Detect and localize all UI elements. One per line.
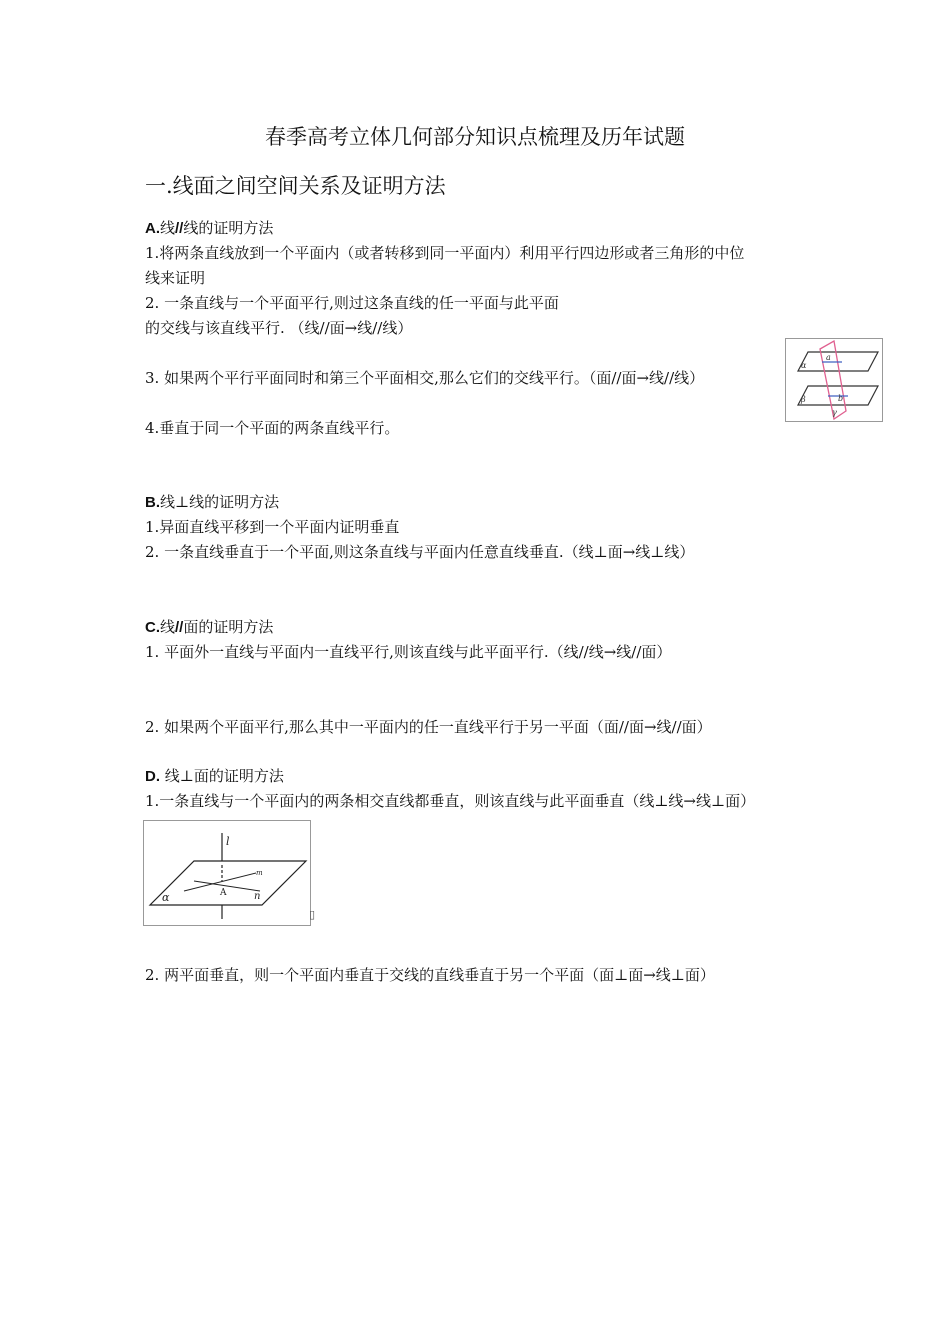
section-a-word: 线	[160, 219, 176, 237]
line-l-label: l	[226, 835, 230, 848]
image-anchor-mark: ▯	[309, 908, 316, 921]
section-a-item-3: 3. 如果两个平行平面同时和第三个平面相交,那么它们的交线平行。（面//面→线//线）	[145, 369, 705, 387]
section-c-title: 面的证明方法	[183, 618, 274, 636]
gamma-label: γ	[832, 408, 837, 417]
section-c-word: 线	[160, 618, 176, 636]
section-c-item-1: 1. 平面外一直线与平面内一直线平行,则该直线与此平面平行.（线//线→线//面）	[145, 643, 672, 661]
line-b-label: b	[838, 394, 844, 403]
section-a-item-1-cont: 线来证明	[145, 269, 206, 287]
section-b-item-1: 1.异面直线平移到一个平面内证明垂直	[145, 518, 400, 536]
parallel-symbol: //	[175, 220, 184, 237]
section-b-title: 线⊥线的证明方法	[160, 493, 280, 511]
section-b-item-2: 2. 一条直线垂直于一个平面,则这条直线与平面内任意直线垂直.（线⊥面→线⊥线）	[145, 543, 695, 561]
alpha-label: α	[801, 361, 807, 370]
section-c-letter: C.	[145, 619, 160, 636]
section-a-item-4: 4.垂直于同一个平面的两条直线平行。	[145, 419, 400, 437]
line-n-label: n	[254, 891, 261, 902]
section-a-title: 线的证明方法	[183, 219, 274, 237]
line-a-label: a	[826, 353, 831, 362]
section-c-item-2: 2. 如果两个平面平行,那么其中一平面内的任一直线平行于另一平面（面//面→线//面）	[145, 718, 712, 736]
perpendicular-line-diagram	[144, 821, 310, 925]
section-d-item-1: 1.一条直线与一个平面内的两条相交直线都垂直，则该直线与此平面垂直（线⊥线→线⊥面）	[145, 792, 756, 810]
parallel-symbol: //	[175, 619, 184, 636]
beta-label: β	[801, 395, 806, 404]
section-b-heading	[145, 492, 279, 513]
section-c-heading	[145, 617, 273, 638]
alpha-label: α	[162, 891, 170, 904]
section-heading: 一.线面之间空间关系及证明方法	[145, 174, 446, 198]
section-a-item-1: 1.将两条直线放到一个平面内（或者转移到同一平面内）利用平行四边形或者三角形的中位	[145, 244, 745, 262]
section-d-title: 线⊥面的证明方法	[160, 767, 284, 785]
section-a-letter: A.	[145, 220, 160, 237]
section-d-letter: D.	[145, 768, 160, 785]
section-a-item-2: 2. 一条直线与一个平面平行,则过这条直线的任一平面与此平面	[145, 294, 559, 312]
section-a-heading	[145, 218, 273, 239]
parallel-planes-diagram	[786, 339, 882, 421]
page-title: 春季高考立体几何部分知识点梳理及历年试题	[265, 125, 685, 149]
section-d-heading	[145, 766, 284, 787]
point-a-label: A	[220, 888, 227, 898]
section-b-letter: B.	[145, 494, 160, 511]
parallel-planes-figure	[785, 338, 883, 422]
section-a-item-2-cont: 的交线与该直线平行. （线//面→线//线）	[145, 319, 413, 337]
section-d-item-2: 2. 两平面垂直，则一个平面内垂直于交线的直线垂直于另一个平面（面⊥面→线⊥面）	[145, 966, 715, 984]
line-m-label: m	[256, 869, 263, 877]
perpendicular-line-figure	[143, 820, 311, 926]
